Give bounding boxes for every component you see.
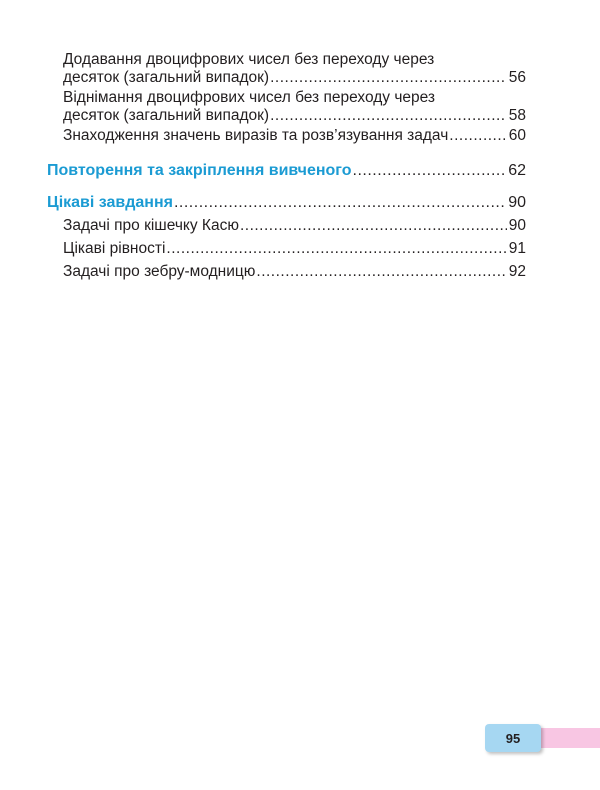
toc-entry[interactable] — [63, 239, 526, 258]
page-number: 95 — [505, 730, 521, 746]
toc-page-number: 90 — [508, 217, 526, 234]
dot-leader — [270, 106, 507, 125]
page-number-badge — [485, 724, 541, 752]
dot-leader — [240, 216, 507, 235]
toc-entry-line: Віднімання двоцифрових чисел без переходу через — [63, 89, 436, 106]
toc-entry-label: Задачі про зебру-модницю — [63, 263, 256, 280]
toc-page-number: 60 — [508, 127, 526, 144]
page-tab-stripe — [540, 728, 600, 748]
toc-section-label: Повторення та закріплення вивченого — [47, 162, 352, 179]
toc-page-number: 92 — [508, 263, 526, 280]
toc-entry[interactable] — [63, 216, 526, 235]
toc-page-number: 91 — [508, 240, 526, 257]
toc-page-number: 62 — [508, 162, 526, 179]
toc-entry-label: десяток (загальний випадок) — [63, 107, 270, 124]
dot-leader — [256, 262, 506, 281]
toc-entry[interactable] — [63, 106, 526, 125]
toc-entry[interactable] — [63, 68, 526, 87]
toc-entry[interactable] — [63, 126, 526, 145]
toc-entry-label: Знаходження значень виразів та розв’язування задач — [63, 127, 449, 144]
toc-page-number: 58 — [508, 107, 526, 124]
toc-section-label: Цікаві завдання — [47, 194, 173, 211]
dot-leader — [270, 68, 507, 87]
toc-section-fun[interactable] — [47, 193, 526, 212]
toc-entry[interactable] — [63, 262, 526, 281]
toc-entry-line: Додавання двоцифрових чисел без переходу через — [63, 51, 435, 68]
toc-entry-label: десяток (загальний випадок) — [63, 69, 270, 86]
dot-leader — [166, 239, 506, 258]
toc-section-review[interactable] — [47, 161, 526, 180]
toc-page-number: 90 — [508, 194, 526, 211]
toc-entry-label: Задачі про кішечку Касю — [63, 217, 239, 234]
dot-leader — [174, 193, 506, 212]
dot-leader — [449, 126, 506, 145]
toc-entry-label: Цікаві рівності — [63, 240, 166, 257]
toc-page-number: 56 — [508, 69, 526, 86]
dot-leader — [353, 161, 507, 180]
